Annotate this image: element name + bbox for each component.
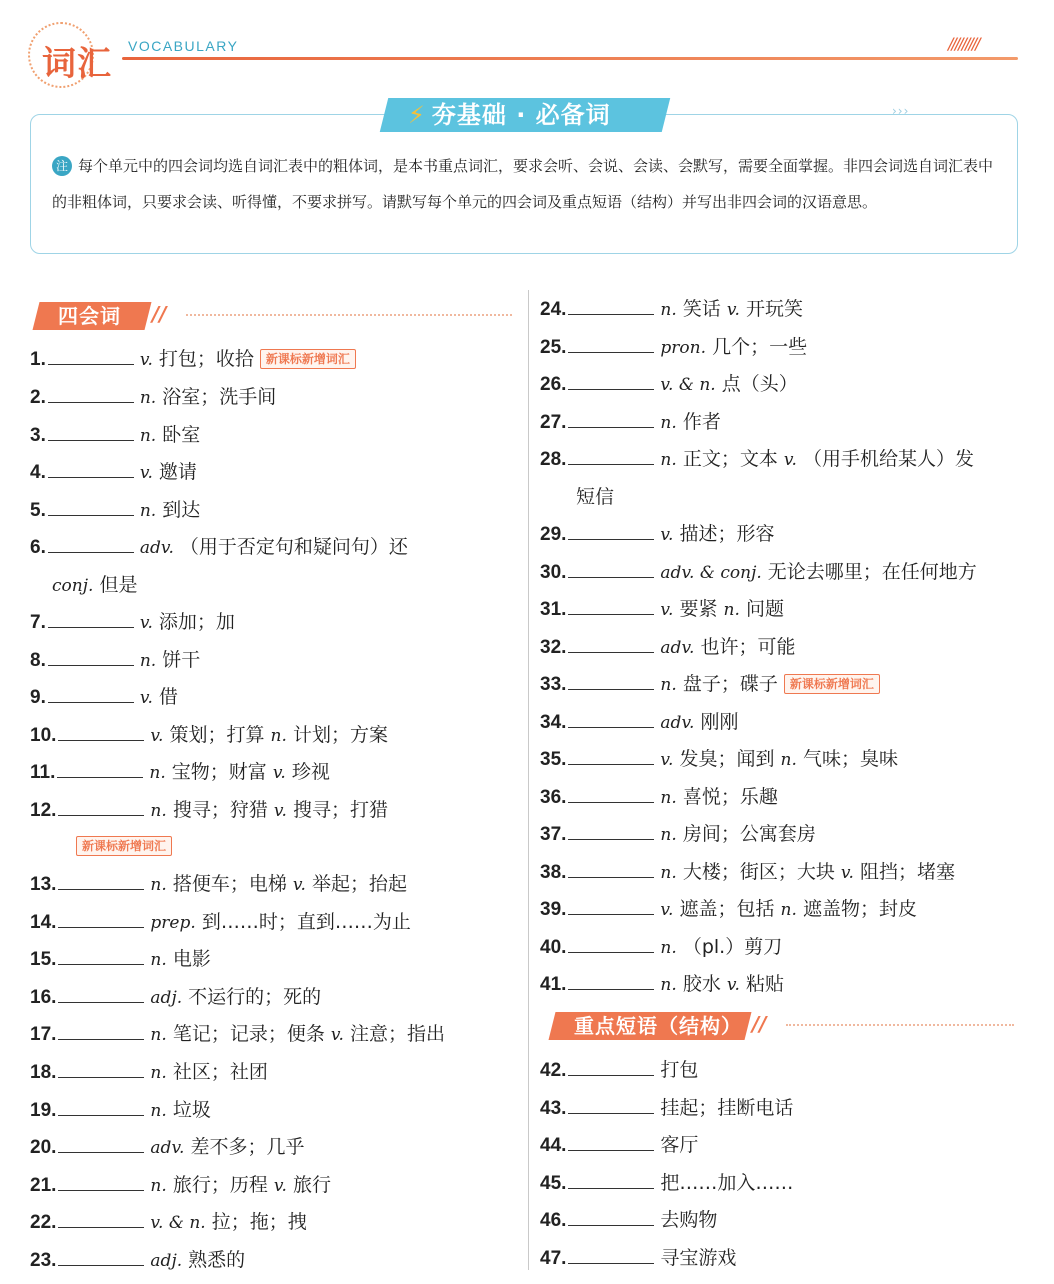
vocab-item [30,459,197,486]
vocab-item [30,497,200,524]
item-meaning: 短信 [576,486,615,508]
item-meaning: 喜悦；乐趣 [682,786,778,808]
item-meaning: 借 [158,686,178,708]
answer-blank[interactable] [48,499,134,516]
answer-blank[interactable] [58,1061,144,1078]
item-meaning: （pl.）剪刀 [682,936,783,958]
item-meaning: 开玩笑 [745,298,803,320]
vocab-item [30,534,408,561]
item-meaning: 饼干 [162,649,201,671]
section-tag-phrases: 重点短语（结构） [552,1012,748,1040]
item-number: 15. [30,949,57,970]
answer-blank[interactable] [568,298,654,315]
answer-blank[interactable] [568,636,654,653]
part-of-speech: v. [783,450,797,470]
item-number: 7. [30,612,46,633]
part-of-speech: n. [150,875,167,895]
part-of-speech: n. [660,863,677,883]
part-of-speech: v. [273,801,287,821]
part-of-speech: adj. [150,988,183,1008]
vocab-item [30,1097,211,1124]
answer-blank[interactable] [58,1099,144,1116]
item-meaning: 卧室 [162,424,201,446]
vocab-item [540,709,739,736]
answer-blank[interactable] [48,649,134,666]
item-meaning: 不运行的；死的 [188,986,322,1008]
item-meaning: 打包 [660,1059,699,1081]
item-meaning: 问题 [745,598,784,620]
item-meaning: 注意；指出 [349,1023,445,1045]
item-number: 39. [540,899,567,920]
answer-blank[interactable] [568,1059,654,1076]
vocab-item [30,871,407,898]
item-number: 41. [540,974,567,995]
item-number: 44. [540,1135,567,1156]
answer-blank[interactable] [48,386,134,403]
answer-blank[interactable] [58,873,144,890]
item-meaning: （用手机给某人）发 [802,448,974,470]
answer-blank[interactable] [58,986,144,1003]
part-of-speech: v. [840,863,854,883]
answer-blank[interactable] [568,1097,654,1114]
vocab-item [30,1172,331,1199]
section-dotted-line [186,314,512,316]
part-of-speech: pron. [660,338,707,358]
vocab-item [30,722,388,749]
answer-blank[interactable] [568,1172,654,1189]
item-meaning: 旅行；历程 [172,1174,268,1196]
part-of-speech: conj. [52,576,94,596]
item-meaning: 大楼；街区；大块 [682,861,835,883]
part-of-speech: v. [660,525,674,545]
vocab-item [540,971,784,998]
part-of-speech: adv. [150,1138,185,1158]
answer-blank[interactable] [48,536,134,553]
item-number: 43. [540,1098,567,1119]
item-meaning: 宝物；财富 [171,761,267,783]
answer-blank[interactable] [568,411,654,428]
answer-blank[interactable] [58,911,144,928]
item-meaning: 盘子；碟子 [682,673,778,695]
item-meaning: 珍视 [291,761,330,783]
vocab-item [540,1245,736,1272]
vocab-item [30,946,211,973]
item-number: 14. [30,912,57,933]
item-meaning: 描述；形容 [679,523,775,545]
part-of-speech: v. & n. [150,1213,206,1233]
item-number: 16. [30,987,57,1008]
part-of-speech: v. [660,900,674,920]
part-of-speech: v. [273,1176,287,1196]
item-meaning: 计划；方案 [292,724,388,746]
item-number: 20. [30,1137,57,1158]
item-meaning: 熟悉的 [188,1249,246,1271]
item-meaning: 社区；社团 [172,1061,268,1083]
vocab-item [540,596,784,623]
item-number: 1. [30,349,46,370]
item-number: 36. [540,787,567,808]
item-meaning: 差不多；几乎 [190,1136,305,1158]
item-meaning: 垃圾 [172,1099,211,1121]
part-of-speech: n. [660,450,677,470]
vocab-item [540,746,898,773]
part-of-speech: n. [139,426,157,446]
item-number: 9. [30,687,46,708]
item-number: 24. [540,299,567,320]
vocab-item [30,759,330,786]
vocab-item [30,422,200,449]
item-meaning: 发臭；闻到 [679,748,775,770]
part-of-speech: v. [139,350,153,370]
part-of-speech: n. [150,950,167,970]
item-number: 18. [30,1062,57,1083]
answer-blank[interactable] [568,973,654,990]
item-meaning: 到……时；直到……为止 [201,911,411,933]
part-of-speech: v. & n. [660,375,716,395]
part-of-speech: n. [149,763,166,783]
item-meaning: 浴室；洗手间 [162,386,277,408]
item-number: 19. [30,1100,57,1121]
new-curriculum-badge: 新课标新增词汇 [76,836,172,856]
vocab-item [540,521,774,548]
item-meaning: 去购物 [660,1209,718,1231]
part-of-speech: v. [726,300,740,320]
item-number: 26. [540,374,567,395]
part-of-speech: n. [150,801,167,821]
part-of-speech: n. [723,600,740,620]
item-number: 3. [30,425,46,446]
item-meaning: 也许；可能 [700,636,796,658]
vocab-item [30,609,235,636]
section-logo: 词汇 [42,44,112,84]
item-meaning: 无论去哪里；在任何地方 [767,561,977,583]
answer-blank[interactable] [58,799,144,816]
answer-blank[interactable] [48,611,134,628]
part-of-speech: v. [660,600,674,620]
part-of-speech: n. [780,750,797,770]
item-number: 21. [30,1175,57,1196]
answer-blank[interactable] [568,1209,654,1226]
part-of-speech: adj. [150,1251,183,1271]
item-number: 11. [30,762,56,783]
section-dotted-line [786,1024,1014,1026]
item-meaning: 旅行 [292,1174,331,1196]
item-number: 37. [540,824,567,845]
vocab-item [540,1132,698,1159]
item-meaning: 把……加入…… [660,1172,794,1194]
item-number: 17. [30,1024,57,1045]
answer-blank[interactable] [568,523,654,540]
answer-blank[interactable] [58,1174,144,1191]
item-meaning: 搭便车；电梯 [172,873,287,895]
answer-blank[interactable] [58,1211,144,1228]
answer-blank[interactable] [568,561,654,578]
page-header [0,0,1054,90]
item-number: 42. [540,1060,567,1081]
item-meaning: 添加；加 [158,611,235,633]
answer-blank[interactable] [568,448,654,465]
item-meaning: 电影 [172,948,211,970]
part-of-speech: adv. [660,638,695,658]
part-of-speech: adv. & conj. [660,563,762,583]
part-of-speech: adv. [660,713,695,733]
item-number: 27. [540,412,567,433]
item-meaning: 遮盖物；封皮 [802,898,917,920]
item-number: 35. [540,749,567,770]
item-meaning: 粘贴 [745,973,784,995]
answer-blank[interactable] [568,336,654,353]
vocab-item [540,296,803,323]
new-curriculum-badge: 新课标新增词汇 [260,349,356,369]
item-number: 10. [30,725,57,746]
vocab-item [540,371,798,398]
lightning-icon: ⚡ [408,101,426,129]
vocab-item [30,384,276,411]
answer-blank[interactable] [58,948,144,965]
item-number: 12. [30,800,57,821]
answer-blank[interactable] [58,1136,144,1153]
item-number: 2. [30,387,46,408]
vocab-item [540,1207,717,1234]
item-number: 8. [30,650,46,671]
answer-blank[interactable] [58,724,144,741]
part-of-speech: v. [139,613,153,633]
item-meaning: 笑话 [682,298,721,320]
item-meaning: 客厅 [660,1134,699,1156]
part-of-speech: adv. [139,538,174,558]
item-number: 28. [540,449,567,470]
hatch-decoration: ///////// [948,34,979,53]
item-meaning: 点（头） [721,373,798,395]
item-meaning: 邀请 [158,461,197,483]
note-text: 注 每个单元中的四会词均选自词汇表中的粗体词，是本书重点词汇，要求会听、会说、会读、会默写，需要全面掌握。非四会词选自词汇表中的非粗体词，只要求会读、听得懂，不要求拼写。请默写每个单元的四会词及重点短语（结构）并写出非四会词的汉语意思。 [52,157,994,211]
answer-blank[interactable] [568,373,654,390]
vocab-item [540,446,974,473]
vocab-item [540,784,778,811]
item-meaning: 要紧 [679,598,718,620]
answer-blank[interactable] [48,461,134,478]
part-of-speech: v. [330,1025,344,1045]
item-meaning: 几个；一些 [712,336,808,358]
answer-blank[interactable] [568,711,654,728]
item-meaning: 笔记；记录；便条 [172,1023,325,1045]
vocab-item [30,346,356,373]
vocab-item [540,859,955,886]
item-number: 29. [540,524,567,545]
vocab-item [30,1247,245,1274]
part-of-speech: n. [660,300,677,320]
item-meaning: 搜寻；打猎 [292,799,388,821]
answer-blank[interactable] [58,1249,144,1266]
part-of-speech: v. [139,688,153,708]
item-number: 31. [540,599,567,620]
item-continuation [576,484,614,510]
vocab-item [30,1059,268,1086]
item-meaning: （用于否定句和疑问句）还 [179,536,408,558]
item-number: 30. [540,562,567,583]
vocab-item [540,1057,698,1084]
item-meaning: 阻挡；堵塞 [859,861,955,883]
part-of-speech: n. [150,1063,167,1083]
item-number: 25. [540,337,567,358]
answer-blank[interactable] [48,348,134,365]
part-of-speech: v. [726,975,740,995]
vocab-item [540,409,721,436]
answer-blank[interactable] [568,823,654,840]
item-number: 40. [540,937,567,958]
part-of-speech: n. [139,651,157,671]
part-of-speech: n. [150,1101,167,1121]
vocab-item [540,1170,793,1197]
vocab-item [30,647,200,674]
vocab-item [540,634,796,661]
answer-blank[interactable] [568,936,654,953]
item-meaning: 打包；收拾 [158,348,254,370]
item-number: 5. [30,500,46,521]
answer-blank[interactable] [57,761,143,778]
item-meaning: 胶水 [682,973,721,995]
vocab-item [30,797,388,824]
part-of-speech: n. [660,788,677,808]
new-curriculum-badge: 新课标新增词汇 [784,674,880,694]
part-of-speech: prep. [150,913,196,933]
vocab-item [540,896,917,923]
answer-blank[interactable] [48,424,134,441]
item-meaning: 气味；臭味 [802,748,898,770]
part-of-speech: v. [660,750,674,770]
item-number: 6. [30,537,46,558]
item-number: 33. [540,674,567,695]
section-slash: // [152,302,167,326]
item-number: 4. [30,462,46,483]
answer-blank[interactable] [58,1023,144,1040]
part-of-speech: n. [780,900,797,920]
part-of-speech: n. [150,1176,167,1196]
item-number: 46. [540,1210,567,1231]
vocab-item [30,1134,305,1161]
item-number: 13. [30,874,57,895]
part-of-speech: n. [270,726,287,746]
item-number: 32. [540,637,567,658]
part-of-speech: v. [150,726,164,746]
answer-blank[interactable] [568,786,654,803]
vocab-item [540,559,977,586]
item-meaning: 策划；打算 [169,724,265,746]
item-meaning: 到达 [162,499,201,521]
part-of-speech: n. [660,675,677,695]
item-meaning: 搜寻；狩猎 [172,799,268,821]
vocab-item [540,334,807,361]
part-of-speech: v. [272,763,286,783]
answer-blank[interactable] [568,673,654,690]
part-of-speech: n. [660,413,677,433]
part-of-speech: v. [292,875,306,895]
answer-blank[interactable] [568,598,654,615]
item-number: 23. [30,1250,57,1271]
item-meaning: 拉；拖；拽 [211,1211,307,1233]
item-meaning: 举起；抬起 [311,873,407,895]
answer-blank[interactable] [48,686,134,703]
vocab-item [30,909,411,936]
answer-blank[interactable] [568,1247,654,1264]
banner-title: ⚡ 夯基础 · 必备词 [408,101,611,129]
item-number: 45. [540,1173,567,1194]
answer-blank[interactable] [568,898,654,915]
item-meaning: 正文；文本 [682,448,778,470]
item-meaning: 但是 [99,574,138,596]
part-of-speech: n. [660,825,677,845]
item-number: 47. [540,1248,567,1269]
vocab-item [30,684,178,711]
part-of-speech: n. [660,975,677,995]
item-meaning: 作者 [682,411,721,433]
vocab-item [540,671,880,698]
item-meaning: 寻宝游戏 [660,1247,737,1269]
column-divider [528,290,529,1270]
header-divider [122,57,1018,60]
item-number: 38. [540,862,567,883]
vocab-item [30,1209,307,1236]
part-of-speech: n. [660,938,677,958]
item-continuation [52,572,137,599]
badge-row [70,833,172,859]
answer-blank[interactable] [568,1134,654,1151]
item-meaning: 遮盖；包括 [679,898,775,920]
answer-blank[interactable] [568,861,654,878]
part-of-speech: v. [139,463,153,483]
part-of-speech: n. [150,1025,167,1045]
vocab-item [30,984,321,1011]
item-meaning: 刚刚 [700,711,739,733]
note-badge: 注 [52,156,72,176]
vocab-item [540,821,816,848]
item-meaning: 挂起；挂断电话 [660,1097,794,1119]
section-subtitle: VOCABULARY [128,38,239,54]
section-tag-four-skill: 四会词 [36,302,148,330]
part-of-speech: n. [139,501,157,521]
part-of-speech: n. [139,388,157,408]
section-slash: // [752,1012,767,1036]
answer-blank[interactable] [568,748,654,765]
item-number: 34. [540,712,567,733]
item-meaning: 房间；公寓套房 [682,823,816,845]
vocab-item [30,1021,445,1048]
vocab-item [540,1095,793,1122]
vocab-item [540,934,782,961]
chevron-right-icon: ››› [892,104,910,118]
item-number: 22. [30,1212,57,1233]
